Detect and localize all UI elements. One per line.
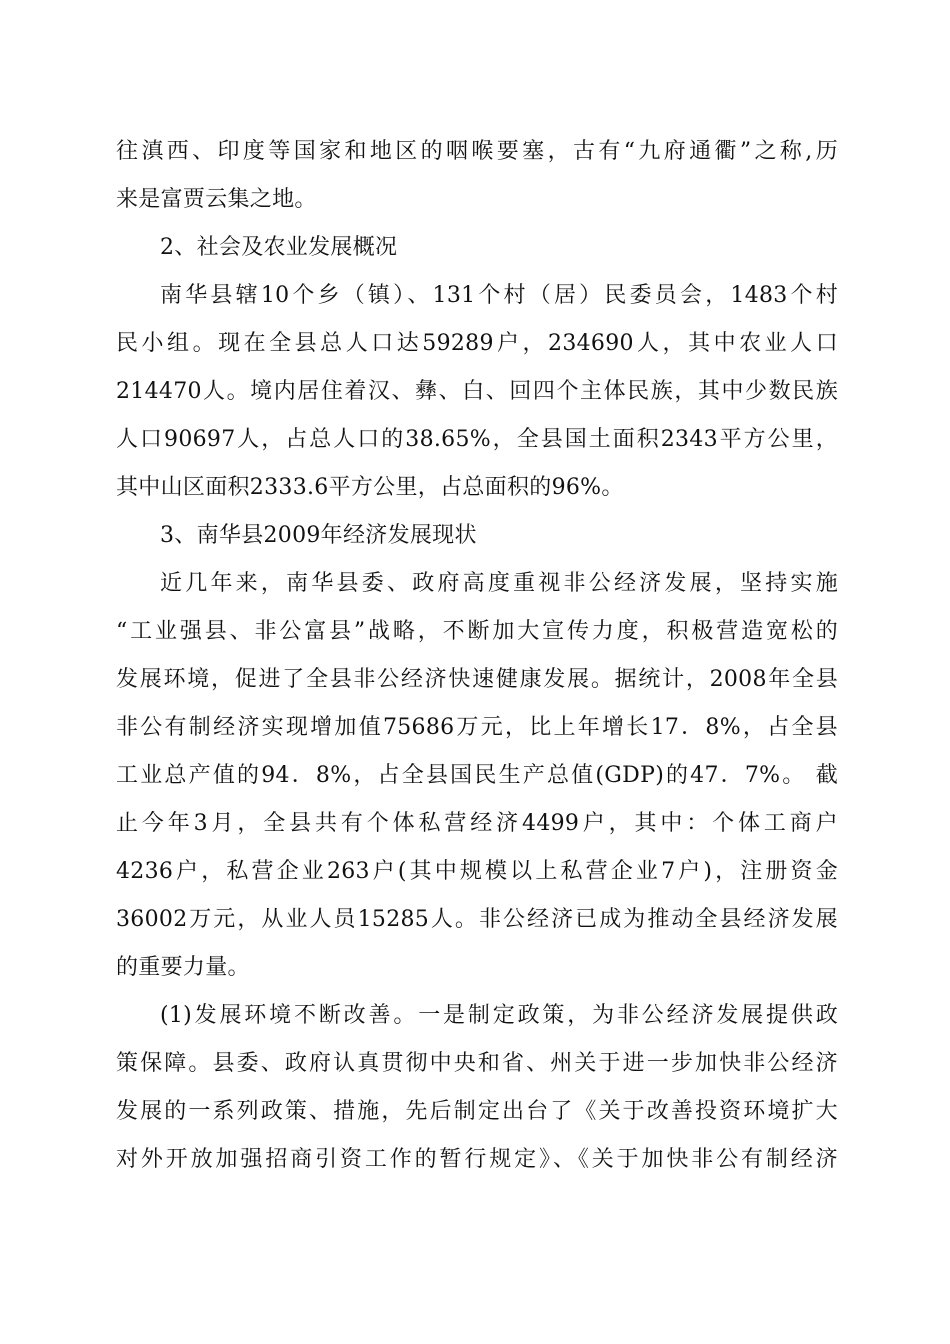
paragraph-line: “工业强县、非公富县”战略，不断加大宣传力度，积极营造宽松的 xyxy=(116,619,838,644)
paragraph-line: 往滇西、印度等国家和地区的咽喉要塞，古有“九府通衢”之称,历 xyxy=(116,139,838,164)
paragraph-line: 发展环境，促进了全县非公经济快速健康发展。据统计，2008年全县 xyxy=(116,667,838,692)
paragraph-line: 36002万元，从业人员15285人。非公经济已成为推动全县经济发展 xyxy=(116,907,838,932)
paragraph-line: 4236户，私营企业263户(其中规模以上私营企业7户)，注册资金 xyxy=(116,859,838,884)
section-heading: 2、社会及农业发展概况 xyxy=(160,235,398,260)
paragraph-line: (1)发展环境不断改善。一是制定政策，为非公经济发展提供政 xyxy=(160,1003,838,1028)
document-body xyxy=(116,128,838,1184)
paragraph-line: 非公有制经济实现增加值75686万元，比上年增长17．8%，占全县 xyxy=(116,715,838,740)
paragraph-line: 民小组。现在全县总人口达59289户，234690人，其中农业人口 xyxy=(116,331,838,356)
paragraph-line: 南华县辖10个乡（镇）、131个村（居）民委员会，1483个村 xyxy=(160,283,838,308)
paragraph-line: 工业总产值的94．8%，占全县国民生产总值(GDP)的47．7%。 截 xyxy=(116,763,838,788)
section-heading: 3、南华县2009年经济发展现状 xyxy=(160,523,477,548)
paragraph-line: 发展的一系列政策、措施，先后制定出台了《关于改善投资环境扩大 xyxy=(116,1099,838,1124)
paragraph-line: 止今年3月，全县共有个体私营经济4499户，其中：个体工商户 xyxy=(116,811,838,836)
paragraph-line: 214470人。境内居住着汉、彝、白、回四个主体民族，其中少数民族 xyxy=(116,379,838,404)
paragraph-line: 人口90697人，占总人口的38.65%，全县国土面积2343平方公里， xyxy=(116,427,838,452)
paragraph-line: 对外开放加强招商引资工作的暂行规定》、《关于加快非公有制经济 xyxy=(116,1147,838,1172)
paragraph-line: 来是富贾云集之地。 xyxy=(116,187,317,212)
paragraph-line: 策保障。县委、政府认真贯彻中央和省、州关于进一步加快非公经济 xyxy=(116,1051,838,1076)
paragraph-line: 的重要力量。 xyxy=(116,955,250,980)
paragraph-line: 近几年来，南华县委、政府高度重视非公经济发展，坚持实施 xyxy=(160,571,838,596)
paragraph-line: 其中山区面积2333.6平方公里，占总面积的96%。 xyxy=(116,475,624,500)
